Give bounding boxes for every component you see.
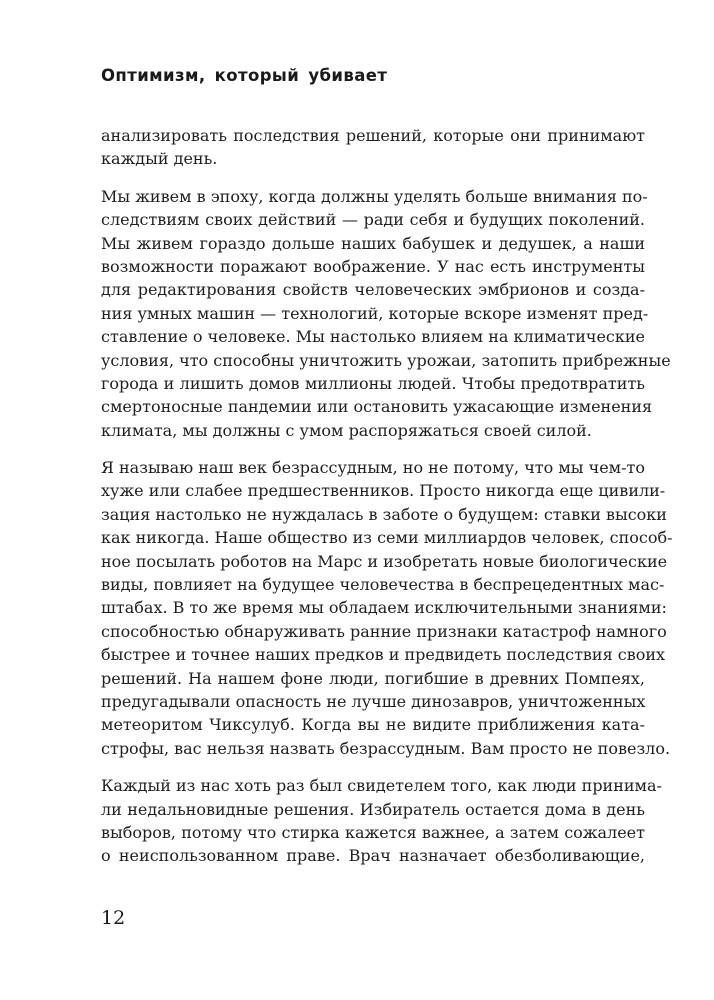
text-line: анализировать последствия решений, которые они принимают [101, 126, 645, 145]
text-line: для редактирования свойств человеческих эмбрионов и созда- [101, 280, 645, 300]
text-line: каждый день. [101, 149, 218, 169]
paragraph [101, 774, 662, 868]
text-line: решений. На нашем фоне люди, погибшие в древних Помпеях, [101, 668, 645, 688]
text-line: быстрее и точнее наших предков и предвидеть последствия своих [101, 645, 666, 665]
text-line: ставление о человеке. Мы настолько влияем на климатические [101, 327, 645, 347]
text-line: предугадывали опасность не лучше динозавров, уничтоженных [101, 691, 646, 711]
text-line: о неиспользованном праве. Врач назначает обезболивающие, [101, 846, 645, 866]
paragraph [101, 185, 671, 442]
text-line: строфы, вас нельзя назвать безрассудным. Вам просто не повезло. [101, 738, 671, 758]
text-line: условия, что способны уничтожить урожаи, затопить прибрежные [101, 350, 671, 370]
text-line: как никогда. Наше общество из семи миллиардов человек, способ- [101, 528, 673, 548]
page-number: 12 [101, 907, 126, 929]
running-head: Оптимизм, который убивает [101, 66, 388, 85]
text-line: выборов, потому что стирка кажется важнее, а затем сожалеет [101, 822, 645, 842]
paragraph [101, 456, 673, 760]
text-line: ное посылать роботов на Марс и изобретать новые биологические [101, 551, 668, 571]
text-line: хуже или слабее предшественников. Просто никогда еще цивили- [101, 481, 666, 501]
paragraph [101, 124, 645, 171]
text-line: климата, мы должны с умом распоряжаться своей силой. [101, 420, 592, 440]
text-line: следствиям своих действий — ради себя и будущих поколений. [101, 210, 645, 230]
text-line: города и лишить домов миллионы людей. Чтобы предотвратить [101, 373, 645, 393]
text-line: зация настолько не нуждалась в заботе о будущем: ставки высоки [101, 504, 667, 524]
text-line: виды, повлияет на будущее человечества в беспрецедентных мас- [101, 575, 665, 595]
text-line: возможности поражают воображение. У нас есть инструменты [101, 256, 645, 276]
body-text [101, 124, 673, 882]
text-line: Каждый из нас хоть раз был свидетелем того, как люди принима- [101, 776, 662, 796]
text-line: метеоритом Чиксулуб. Когда вы не видите приближения ката- [101, 715, 645, 735]
text-line: Мы живем в эпоху, когда должны уделять больше внимания по- [101, 186, 648, 206]
text-line: Мы живем гораздо дольше наших бабушек и дедушек, а наши [101, 233, 645, 253]
text-line: штабах. В то же время мы обладаем исключительными знаниями: [101, 598, 667, 618]
text-line: смертоносные пандемии или остановить ужасающие изменения [101, 397, 653, 417]
text-line: способностью обнаруживать ранние признаки катастроф намного [101, 621, 667, 641]
text-line: ли недальновидные решения. Избиратель остается дома в день [101, 799, 645, 819]
text-line: ния умных машин — технологий, которые вскоре изменят пред- [101, 303, 649, 323]
text-line: Я называю наш век безрассудным, но не потому, что мы чем-то [101, 458, 645, 478]
